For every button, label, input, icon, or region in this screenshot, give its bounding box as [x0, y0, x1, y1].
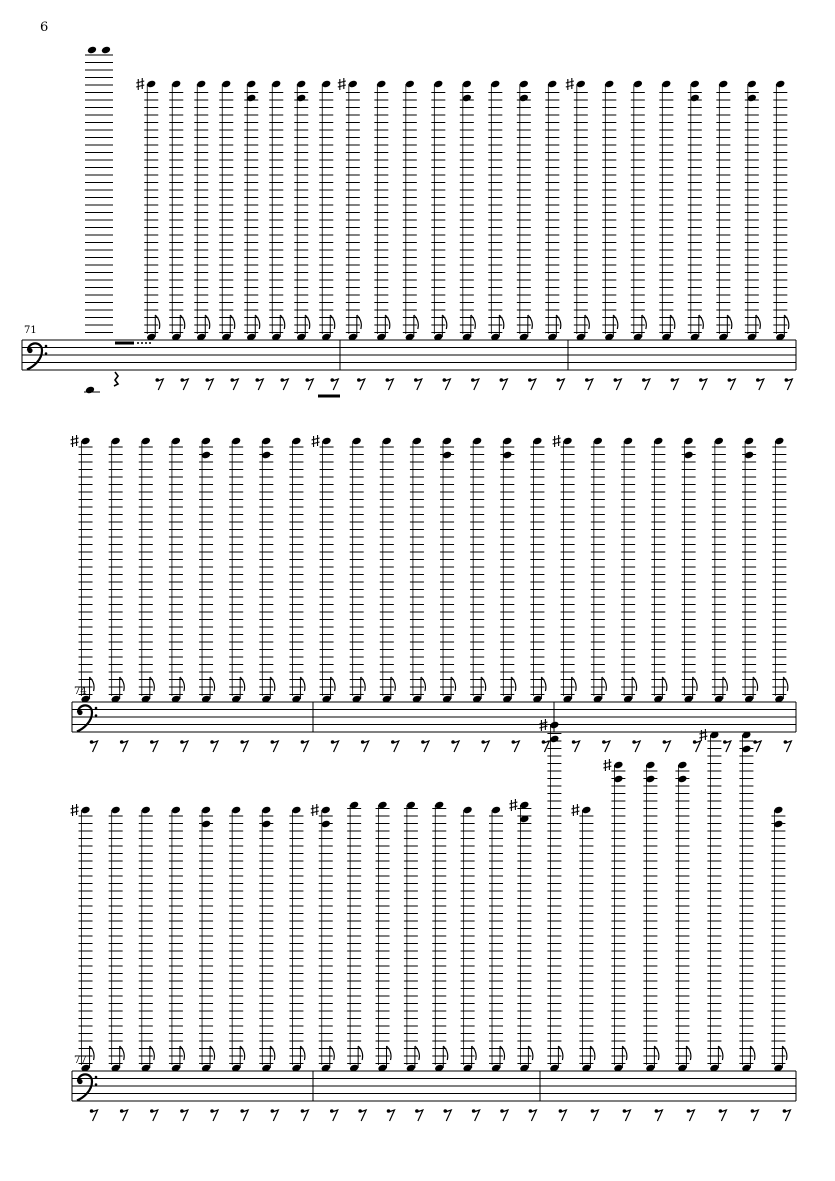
eighth-rest-stroke — [157, 379, 163, 390]
upper-voice-note — [80, 437, 90, 446]
upper-voice-note — [677, 761, 687, 770]
eighth-rest-stroke — [182, 741, 188, 752]
bass-clef-dot — [95, 714, 98, 717]
upper-voice-note — [231, 437, 241, 446]
eighth-rest-stroke — [393, 741, 399, 752]
eighth-rest-stroke — [474, 1110, 480, 1121]
upper-voice-note — [472, 437, 482, 446]
upper-voice-note — [718, 80, 728, 89]
upper-voice-note — [547, 80, 557, 89]
eighth-rest-stroke — [615, 379, 621, 390]
upper-voice-note — [581, 806, 591, 815]
measure-number-77: 77 — [74, 1055, 87, 1066]
sharp-icon — [311, 804, 319, 816]
upper-voice-note — [714, 437, 724, 446]
upper-voice-note — [201, 806, 211, 815]
eighth-rest-stroke — [592, 1110, 598, 1121]
eighth-rest-stroke — [473, 379, 479, 390]
eighth-rest-stroke — [501, 379, 507, 390]
eighth-rest-stroke — [307, 379, 313, 390]
upper-voice-note — [321, 80, 331, 89]
upper-voice-note — [491, 806, 501, 815]
sharp-icon — [699, 729, 707, 741]
upper-voice-note — [463, 806, 473, 815]
upper-voice-note — [196, 80, 206, 89]
eighth-rest-stroke — [574, 741, 580, 752]
upper-voice-note — [321, 437, 331, 446]
eighth-rest-stroke — [302, 1110, 308, 1121]
eighth-rest-stroke — [389, 1110, 395, 1121]
upper-voice-note — [490, 80, 500, 89]
upper-voice-note — [744, 437, 754, 446]
eighth-rest-stroke — [302, 741, 308, 752]
eighth-rest-stroke — [207, 379, 213, 390]
upper-voice-note — [433, 80, 443, 89]
eighth-rest-stroke — [785, 741, 791, 752]
eighth-rest-stroke — [212, 741, 218, 752]
upper-voice-note — [613, 761, 623, 770]
upper-voice-chord-note — [321, 820, 331, 829]
eighth-rest-stroke — [755, 741, 761, 752]
upper-voice-note — [296, 80, 306, 89]
bass-clef-dot — [95, 1076, 98, 1079]
upper-voice-note — [171, 806, 181, 815]
eighth-rest-stroke — [282, 379, 288, 390]
eighth-rest-stroke — [333, 741, 339, 752]
upper-voice-note — [101, 46, 111, 55]
eighth-rest-stroke — [360, 1110, 366, 1121]
music-notation — [22, 46, 796, 1121]
upper-voice-note — [773, 806, 783, 815]
upper-voice-chord-note — [744, 451, 754, 460]
upper-voice-chord-note — [261, 451, 271, 460]
eighth-rest-stroke — [725, 741, 731, 752]
upper-voice-note — [549, 721, 559, 730]
upper-voice-note — [563, 437, 573, 446]
eighth-rest-stroke — [560, 1110, 566, 1121]
upper-voice-note — [221, 80, 231, 89]
upper-voice-chord-note — [502, 451, 512, 460]
eighth-rest-stroke — [272, 1110, 278, 1121]
eighth-rest-stroke — [530, 379, 536, 390]
upper-voice-note — [576, 80, 586, 89]
eighth-rest-stroke — [122, 741, 128, 752]
eighth-rest-stroke — [257, 379, 263, 390]
eighth-rest-stroke — [688, 1110, 694, 1121]
eighth-rest-stroke — [332, 1110, 338, 1121]
sharp-icon — [553, 435, 561, 447]
sharp-icon — [338, 78, 346, 90]
eighth-rest-stroke — [453, 741, 459, 752]
upper-voice-note — [382, 437, 392, 446]
upper-voice-note — [623, 437, 633, 446]
eighth-rest-stroke — [242, 741, 248, 752]
upper-voice-chord-note — [747, 94, 757, 103]
eighth-rest-stroke — [604, 741, 610, 752]
sharp-icon — [566, 78, 574, 90]
upper-voice-note — [462, 80, 472, 89]
bass-clef-dot — [27, 348, 32, 353]
upper-voice-note — [246, 80, 256, 89]
sharp-icon — [509, 799, 517, 811]
upper-voice-note — [141, 806, 151, 815]
upper-voice-note — [348, 80, 358, 89]
bass-clef-dot — [95, 1083, 98, 1086]
upper-voice-note — [321, 806, 331, 815]
upper-voice-chord-note — [741, 745, 751, 754]
eighth-rest-stroke — [445, 1110, 451, 1121]
eighth-rest-stroke — [152, 1110, 158, 1121]
upper-voice-note — [604, 80, 614, 89]
upper-voice-note — [747, 80, 757, 89]
upper-voice-note — [593, 437, 603, 446]
upper-voice-chord-note — [645, 775, 655, 784]
eighth-rest-stroke — [332, 379, 338, 390]
upper-voice-note — [405, 80, 415, 89]
eighth-rest-stroke — [444, 379, 450, 390]
bass-clef-dot — [45, 352, 48, 355]
eighth-rest-stroke — [387, 379, 393, 390]
eighth-rest-stroke — [672, 379, 678, 390]
eighth-rest-stroke — [758, 379, 764, 390]
upper-voice-note — [111, 437, 121, 446]
eighth-rest-stroke — [558, 379, 564, 390]
upper-voice-note — [352, 437, 362, 446]
upper-voice-chord-note — [549, 735, 559, 744]
bass-clef-dot — [95, 707, 98, 710]
upper-voice-note — [633, 80, 643, 89]
eighth-rest-stroke — [786, 379, 792, 390]
upper-voice-note — [261, 437, 271, 446]
eighth-rest-stroke — [664, 741, 670, 752]
eighth-rest-stroke — [701, 379, 707, 390]
eighth-rest-stroke — [272, 741, 278, 752]
sharp-icon — [71, 804, 79, 816]
upper-voice-chord-note — [246, 94, 256, 103]
eighth-rest-stroke — [182, 379, 188, 390]
upper-voice-chord-note — [519, 94, 529, 103]
quarter-rest-icon — [114, 372, 118, 386]
upper-voice-chord-note — [296, 94, 306, 103]
eighth-rest-stroke — [416, 379, 422, 390]
eighth-rest-stroke — [92, 741, 98, 752]
upper-voice-note — [146, 80, 156, 89]
eighth-rest-stroke — [152, 741, 158, 752]
sharp-icon — [136, 78, 144, 90]
eighth-rest-stroke — [92, 1110, 98, 1121]
eighth-rest-stroke — [182, 1110, 188, 1121]
upper-voice-note — [690, 80, 700, 89]
upper-voice-note — [502, 437, 512, 446]
measure-number-74: 74 — [74, 686, 87, 697]
eighth-rest-stroke — [122, 1110, 128, 1121]
dot — [145, 342, 147, 344]
eighth-rest-stroke — [359, 379, 365, 390]
eighth-rest-stroke — [423, 741, 429, 752]
sharp-icon — [539, 719, 547, 731]
dot — [137, 342, 139, 344]
upper-voice-note — [261, 806, 271, 815]
upper-voice-note — [519, 80, 529, 89]
upper-voice-chord-note — [201, 451, 211, 460]
upper-voice-note — [661, 80, 671, 89]
eighth-rest-stroke — [502, 1110, 508, 1121]
upper-voice-note — [774, 437, 784, 446]
upper-voice-note — [141, 437, 151, 446]
sharp-icon — [312, 435, 320, 447]
bass-clef-dot — [77, 1079, 82, 1084]
upper-voice-chord-note — [684, 451, 694, 460]
upper-voice-chord-note — [677, 775, 687, 784]
measure-number-71: 71 — [24, 325, 37, 336]
eighth-rest-stroke — [483, 741, 489, 752]
eighth-rest-stroke — [232, 379, 238, 390]
eighth-rest-stroke — [752, 1110, 758, 1121]
upper-voice-note — [80, 806, 90, 815]
eighth-rest-stroke — [212, 1110, 218, 1121]
eighth-rest-stroke — [695, 741, 701, 752]
eighth-rest-stroke — [656, 1110, 662, 1121]
bass-clef-dot — [77, 710, 82, 715]
eighth-rest-stroke — [784, 1110, 790, 1121]
eighth-rest-stroke — [543, 741, 549, 752]
eighth-rest-stroke — [624, 1110, 630, 1121]
eighth-rest-stroke — [242, 1110, 248, 1121]
upper-voice-note — [111, 806, 121, 815]
upper-voice-note — [87, 46, 97, 55]
upper-voice-chord-note — [442, 451, 452, 460]
upper-voice-chord-note — [613, 775, 623, 784]
dot — [141, 342, 143, 344]
upper-voice-note — [291, 437, 301, 446]
upper-voice-note — [171, 437, 181, 446]
upper-voice-chord-note — [462, 94, 472, 103]
eighth-rest-stroke — [729, 379, 735, 390]
low-note — [85, 386, 95, 395]
bass-clef-dot — [45, 345, 48, 348]
upper-voice-note — [291, 806, 301, 815]
upper-voice-note — [412, 437, 422, 446]
upper-voice-note — [201, 437, 211, 446]
sharp-icon — [71, 435, 79, 447]
upper-voice-note — [775, 80, 785, 89]
upper-voice-note — [684, 437, 694, 446]
upper-voice-note — [231, 806, 241, 815]
upper-voice-chord-note — [773, 820, 783, 829]
eighth-rest-stroke — [530, 1110, 536, 1121]
sharp-icon — [603, 759, 611, 771]
dot — [149, 342, 151, 344]
upper-voice-chord-note — [261, 820, 271, 829]
upper-voice-note — [653, 437, 663, 446]
eighth-rest-stroke — [363, 741, 369, 752]
upper-voice-note — [171, 80, 181, 89]
upper-voice-note — [376, 80, 386, 89]
eighth-rest-stroke — [513, 741, 519, 752]
eighth-rest-stroke — [720, 1110, 726, 1121]
upper-voice-note — [442, 437, 452, 446]
page-number: 6 — [40, 20, 49, 35]
upper-voice-note — [532, 437, 542, 446]
eighth-rest-stroke — [634, 741, 640, 752]
upper-voice-note — [271, 80, 281, 89]
upper-voice-chord-note — [690, 94, 700, 103]
upper-voice-chord-note — [201, 820, 211, 829]
eighth-rest-stroke — [417, 1110, 423, 1121]
eighth-rest-stroke — [644, 379, 650, 390]
upper-voice-note — [645, 761, 655, 770]
eighth-rest-stroke — [587, 379, 593, 390]
sharp-icon — [571, 804, 579, 816]
